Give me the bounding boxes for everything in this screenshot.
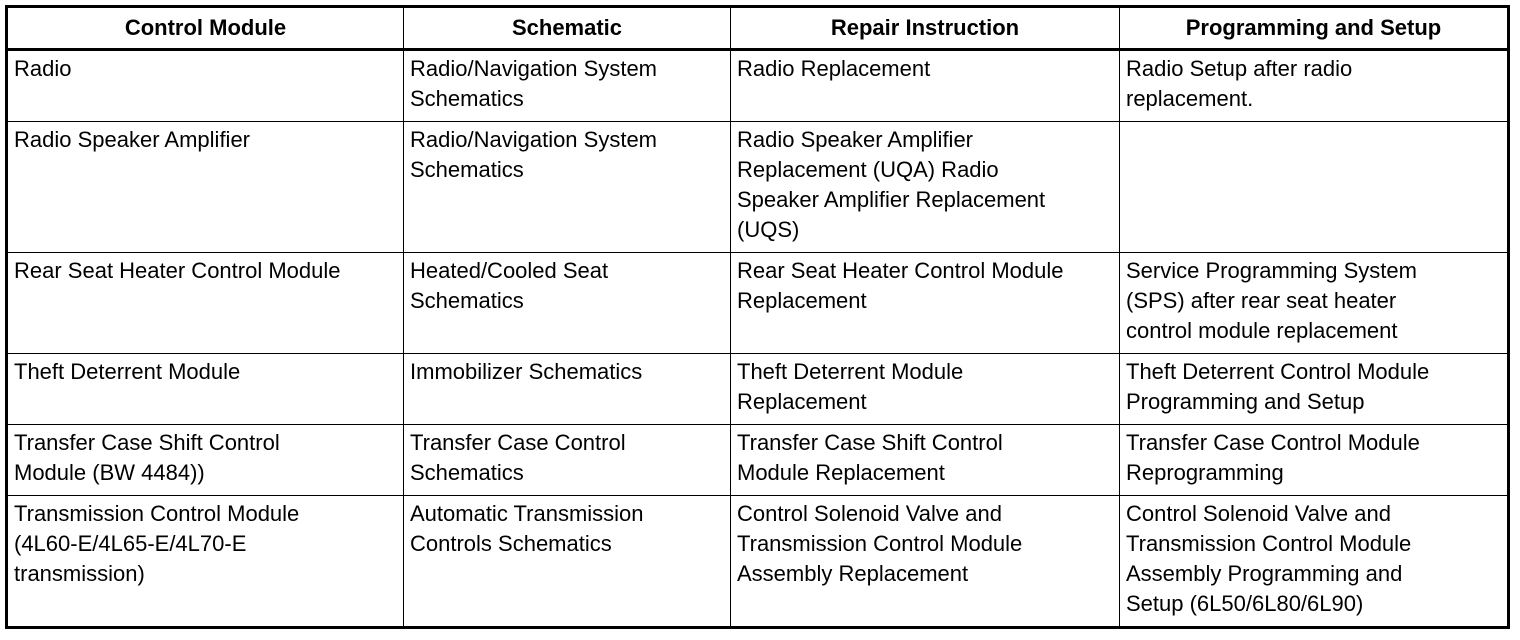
- header-programming-and-setup: Programming and Setup: [1120, 7, 1509, 50]
- cell-repair-instruction: Radio Speaker Amplifier Replacement (UQA) Radio Speaker Amplifier Replacement (UQS): [731, 122, 1120, 253]
- cell-programming-setup: Control Solenoid Valve and Transmission Control Module Assembly Programming and Setup (6L50/6L80/6L90): [1120, 496, 1509, 628]
- cell-schematic: Radio/Navigation System Schematics: [404, 50, 731, 122]
- cell-schematic: Immobilizer Schematics: [404, 354, 731, 425]
- cell-programming-setup: Theft Deterrent Control Module Programming and Setup: [1120, 354, 1509, 425]
- header-control-module: Control Module: [7, 7, 404, 50]
- cell-schematic: Radio/Navigation System Schematics: [404, 122, 731, 253]
- table-row: [7, 253, 1509, 354]
- cell-repair-instruction: Control Solenoid Valve and Transmission Control Module Assembly Replacement: [731, 496, 1120, 628]
- cell-programming-setup: Service Programming System (SPS) after rear seat heater control module replacement: [1120, 253, 1509, 354]
- cell-control-module: Transfer Case Shift Control Module (BW 4484)): [7, 425, 404, 496]
- header-schematic: Schematic: [404, 7, 731, 50]
- header-row: [7, 7, 1509, 50]
- cell-control-module: Rear Seat Heater Control Module: [7, 253, 404, 354]
- cell-repair-instruction: Rear Seat Heater Control Module Replacement: [731, 253, 1120, 354]
- cell-control-module: Transmission Control Module (4L60-E/4L65-E/4L70-E transmission): [7, 496, 404, 628]
- cell-programming-setup: Radio Setup after radio replacement.: [1120, 50, 1509, 122]
- table-row: [7, 122, 1509, 253]
- cell-schematic: Heated/Cooled Seat Schematics: [404, 253, 731, 354]
- table-row: [7, 425, 1509, 496]
- table-row: [7, 50, 1509, 122]
- cell-repair-instruction: Transfer Case Shift Control Module Replacement: [731, 425, 1120, 496]
- table-row: [7, 354, 1509, 425]
- cell-repair-instruction: Radio Replacement: [731, 50, 1120, 122]
- cell-schematic: Automatic Transmission Controls Schematics: [404, 496, 731, 628]
- table-row: [7, 496, 1509, 628]
- cell-programming-setup: Transfer Case Control Module Reprogramming: [1120, 425, 1509, 496]
- cell-schematic: Transfer Case Control Schematics: [404, 425, 731, 496]
- control-module-table: [5, 5, 1510, 629]
- cell-control-module: Radio: [7, 50, 404, 122]
- cell-programming-setup: [1120, 122, 1509, 253]
- cell-repair-instruction: Theft Deterrent Module Replacement: [731, 354, 1120, 425]
- header-repair-instruction: Repair Instruction: [731, 7, 1120, 50]
- cell-control-module: Radio Speaker Amplifier: [7, 122, 404, 253]
- cell-control-module: Theft Deterrent Module: [7, 354, 404, 425]
